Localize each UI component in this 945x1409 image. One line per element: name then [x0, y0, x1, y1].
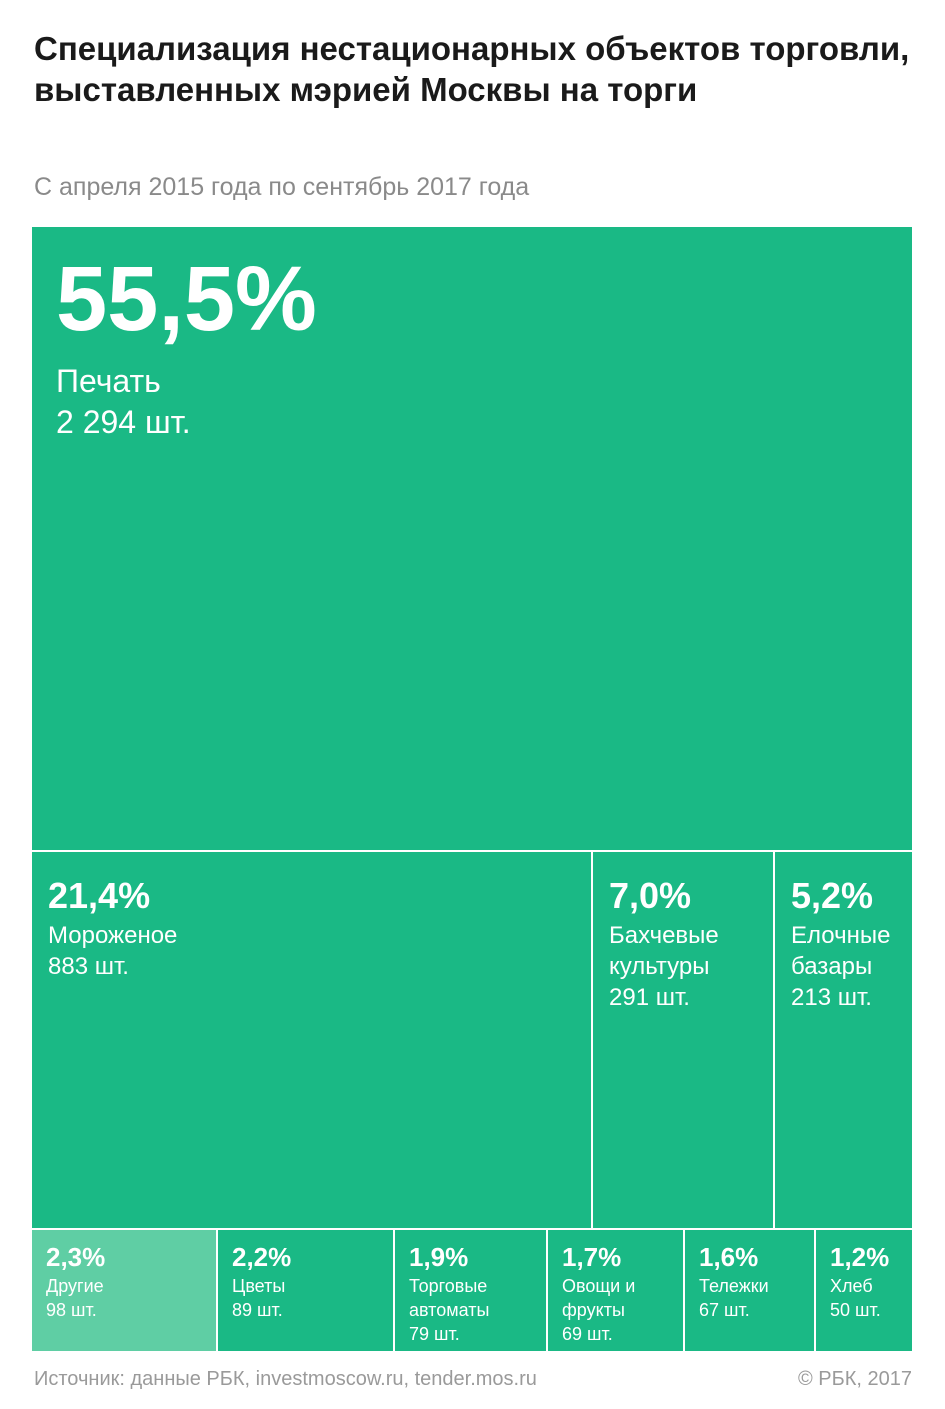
- tile-percent: 5,2%: [791, 875, 874, 916]
- treemap-tile: [32, 852, 593, 1230]
- tile-label: Елочные базары: [791, 922, 891, 980]
- tile-count: 98 шт.: [46, 1300, 97, 1320]
- copyright-note: © РБК, 2017: [797, 1368, 912, 1390]
- tile-count: 69 шт.: [562, 1324, 613, 1344]
- treemap-tile: [395, 1230, 548, 1351]
- tile-percent: 1,2%: [830, 1242, 890, 1272]
- tile-label: Цветы: [232, 1276, 286, 1296]
- tile-label: Мороженое: [48, 922, 178, 949]
- treemap-tile: [548, 1230, 685, 1351]
- tile-percent: 7,0%: [609, 875, 692, 916]
- tile-label: Бахчевые культуры: [609, 922, 719, 980]
- tile-label: Хлеб: [830, 1276, 873, 1296]
- chart-title: Специализация нестационарных объектов торговли, выставленных мэрией Москвы на торги: [34, 30, 910, 108]
- treemap-tile: [593, 852, 775, 1230]
- tile-percent: 1,9%: [409, 1242, 469, 1272]
- treemap-tile: [816, 1230, 912, 1351]
- source-note: Источник: данные РБК, investmoscow.ru, tender.mos.ru: [34, 1368, 537, 1390]
- tile-label: Печать: [56, 363, 161, 399]
- tile-label: Овощи и фрукты: [562, 1276, 636, 1320]
- tile-count: 2 294 шт.: [56, 404, 191, 440]
- treemap-tile: [218, 1230, 395, 1351]
- treemap-tile: [775, 852, 912, 1230]
- tile-percent: 2,3%: [46, 1242, 106, 1272]
- tile-count: 291 шт.: [609, 984, 690, 1011]
- treemap-tile: [32, 227, 912, 852]
- tile-count: 79 шт.: [409, 1324, 460, 1344]
- tile-count: 89 шт.: [232, 1300, 283, 1320]
- tile-count: 50 шт.: [830, 1300, 881, 1320]
- tile-label: Торговые автоматы: [409, 1276, 490, 1320]
- chart-subtitle: С апреля 2015 года по сентябрь 2017 года: [34, 173, 530, 201]
- tile-count: 67 шт.: [699, 1300, 750, 1320]
- tile-percent: 21,4%: [48, 875, 151, 916]
- tile-percent: 55,5%: [56, 248, 317, 350]
- tile-count: 213 шт.: [791, 984, 872, 1011]
- tile-label: Другие: [46, 1276, 104, 1296]
- tile-percent: 2,2%: [232, 1242, 292, 1272]
- tile-percent: 1,7%: [562, 1242, 622, 1272]
- tile-label: Тележки: [699, 1276, 769, 1296]
- treemap-chart: [32, 227, 912, 1351]
- treemap-tile: [685, 1230, 816, 1351]
- treemap-tile: [32, 1230, 218, 1351]
- tile-percent: 1,6%: [699, 1242, 759, 1272]
- tile-count: 883 шт.: [48, 953, 129, 980]
